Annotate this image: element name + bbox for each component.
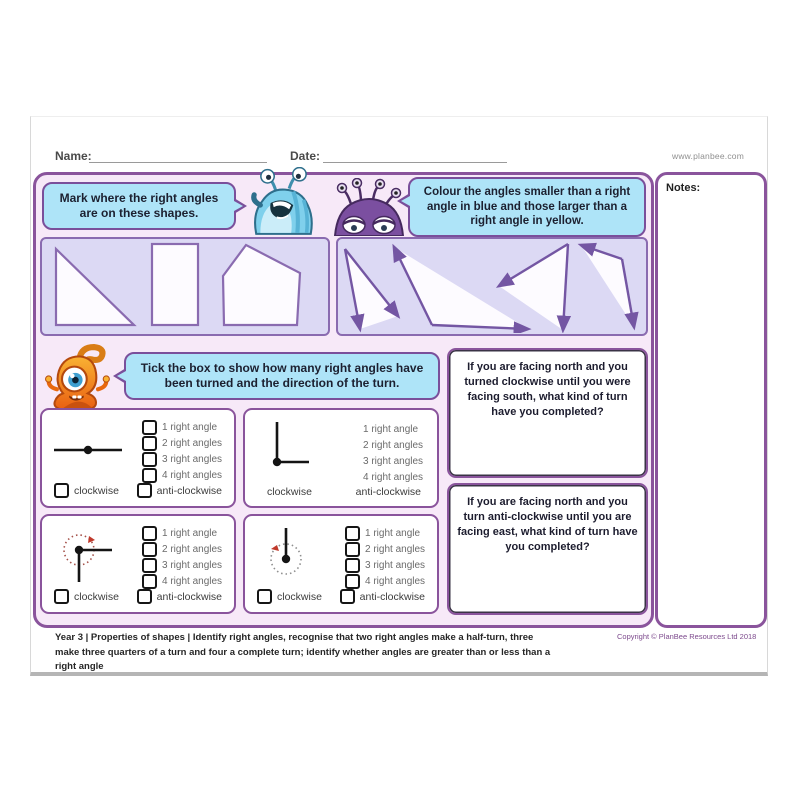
corner-rotation-arc-diagram: [48, 522, 132, 588]
blue-alien-mascot: [248, 167, 320, 237]
direction-checkbox[interactable]: [340, 589, 355, 604]
bubble-tick-text: Tick the box to show how many right angles have been turned and the direction of the turn.: [140, 361, 424, 390]
name-label: Name:: [55, 149, 92, 163]
option-row: [142, 575, 222, 588]
direction-label: clockwise: [277, 590, 322, 603]
option-label: 4 right angles: [365, 576, 426, 587]
direction-label: anti-clockwise: [156, 590, 222, 603]
bubble-tail: [234, 198, 247, 214]
direction-options: [42, 483, 234, 498]
direction-checkbox[interactable]: [54, 483, 69, 498]
option-label: 3 right angles: [162, 454, 223, 465]
angles-box: [336, 237, 648, 336]
option-checkbox[interactable]: [142, 468, 157, 483]
option-checkbox[interactable]: [345, 558, 360, 573]
option-checkbox[interactable]: [142, 452, 157, 467]
option-checkbox[interactable]: [142, 420, 157, 435]
direction-label: clockwise: [74, 590, 119, 603]
option-checkbox[interactable]: [142, 574, 157, 589]
direction-clockwise: [257, 589, 322, 604]
option-label: 2 right angles: [363, 440, 424, 451]
direction-options: [245, 486, 437, 498]
option-row: [142, 559, 222, 572]
quarter-turn-corner-diagram: [251, 416, 335, 478]
option-row: [142, 437, 222, 450]
ray-rotation-circle-diagram: [251, 522, 335, 588]
option-checkbox[interactable]: [142, 558, 157, 573]
direction-label: anti-clockwise: [156, 484, 222, 497]
option-label: 1 right angle: [162, 422, 218, 433]
direction-checkbox[interactable]: [257, 589, 272, 604]
question-north-south: [447, 348, 648, 478]
bubble-tick-box: [124, 352, 440, 400]
option-checkbox[interactable]: [345, 526, 360, 541]
option-row: [142, 469, 222, 482]
copyright-text: Copyright © PlanBee Resources Ltd 2018: [617, 632, 757, 641]
option-row: [142, 453, 222, 466]
option-row: [345, 575, 425, 588]
option-row: [363, 439, 423, 452]
option-checkbox[interactable]: [142, 436, 157, 451]
angle-4[interactable]: [581, 245, 634, 327]
option-label: 3 right angles: [162, 560, 223, 571]
date-label: Date:: [290, 149, 321, 163]
turn-panel-half-turn: [40, 408, 236, 508]
direction-label: clockwise: [74, 484, 119, 497]
rectangle-shape[interactable]: [152, 244, 198, 325]
bubble-mark-text: Mark where the right angles are on these shapes.: [59, 191, 219, 220]
option-row: [363, 471, 423, 484]
question-north-east-text: If you are facing north and you turn anti-clockwise until you are facing east, what kind of turn have you completed?: [457, 496, 638, 553]
pentagon-shape[interactable]: [223, 245, 300, 325]
option-label: 1 right angle: [363, 424, 419, 435]
option-label: 4 right angles: [162, 470, 223, 481]
direction-clockwise: [54, 483, 119, 498]
name-fill-line[interactable]: [89, 162, 267, 163]
right-triangle-shape[interactable]: [56, 249, 134, 325]
option-row: [345, 527, 425, 540]
option-label: 3 right angles: [363, 456, 424, 467]
website-url: www.planbee.com: [672, 151, 744, 161]
angle-3[interactable]: [499, 244, 568, 330]
half-turn-line-diagram: [48, 420, 132, 480]
right-angle-options: [142, 527, 222, 591]
option-checkbox[interactable]: [142, 526, 157, 541]
direction-options: [245, 589, 437, 604]
date-fill-line[interactable]: [323, 162, 507, 163]
option-checkbox[interactable]: [345, 574, 360, 589]
shapes-box: [40, 237, 330, 336]
turn-panel-quarter-turn: [243, 408, 439, 508]
option-row: [142, 421, 222, 434]
direction-checkbox[interactable]: [137, 483, 152, 498]
turn-panel-full-rotation: [243, 514, 439, 614]
direction-checkbox[interactable]: [54, 589, 69, 604]
purple-alien-mascot: [332, 178, 406, 236]
direction-anti-clockwise: [356, 486, 421, 498]
direction-label: anti-clockwise: [359, 590, 425, 603]
question-north-south-text: If you are facing north and you turned clockwise until you were facing south, what kind of turn have you completed?: [464, 361, 631, 418]
option-label: 3 right angles: [365, 560, 426, 571]
option-label: 4 right angles: [363, 472, 424, 483]
option-row: [363, 423, 423, 436]
bubble-tail: [113, 368, 126, 384]
option-label: 1 right angle: [365, 528, 421, 539]
direction-checkbox[interactable]: [137, 589, 152, 604]
bubble-tail: [397, 193, 410, 209]
option-label: 1 right angle: [162, 528, 218, 539]
bubble-colour-text: Colour the angles smaller than a right angle in blue and those larger than a right angle in yellow.: [423, 186, 631, 228]
direction-anti-clockwise: [137, 589, 222, 604]
option-label: 2 right angles: [365, 544, 426, 555]
direction-label: clockwise: [267, 486, 312, 498]
notes-label: Notes:: [666, 182, 701, 194]
shapes-graphic: [42, 239, 327, 333]
option-checkbox[interactable]: [345, 542, 360, 557]
right-angle-options: [142, 421, 222, 485]
option-checkbox[interactable]: [142, 542, 157, 557]
option-label: 2 right angles: [162, 438, 223, 449]
angle-1[interactable]: [345, 249, 398, 329]
bubble-colour-angles: [408, 177, 646, 237]
option-row: [345, 543, 425, 556]
option-row: [345, 559, 425, 572]
option-row: [142, 527, 222, 540]
option-row: [363, 455, 423, 468]
direction-anti-clockwise: [340, 589, 425, 604]
right-angle-options: [345, 423, 423, 487]
direction-label: anti-clockwise: [355, 486, 421, 498]
angles-graphic: [338, 239, 645, 333]
turn-panel-corner-rotation: [40, 514, 236, 614]
orange-alien-mascot: [40, 344, 118, 414]
direction-clockwise: [267, 486, 312, 498]
option-label: 2 right angles: [162, 544, 223, 555]
curriculum-objective: Year 3 | Properties of shapes | Identify right angles, recognise that two right angles make a half-turn, three make three quarters of a turn and four a complete turn; identify whether angles are greater than or less than a right angle: [55, 632, 551, 673]
right-angle-options: [345, 527, 425, 591]
bubble-mark-right-angles: [42, 182, 236, 230]
option-row: [142, 543, 222, 556]
notes-panel[interactable]: [655, 172, 767, 628]
direction-anti-clockwise: [137, 483, 222, 498]
question-north-east: [447, 483, 648, 615]
option-label: 4 right angles: [162, 576, 223, 587]
direction-clockwise: [54, 589, 119, 604]
direction-options: [42, 589, 234, 604]
